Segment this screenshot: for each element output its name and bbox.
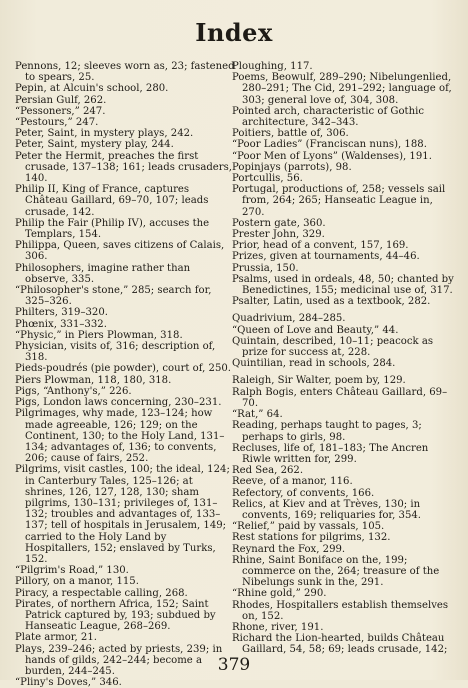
- index-entry: Pillory, on a manor, 115.: [15, 576, 139, 588]
- index-entry: Psalter, Latin, used as a textbook, 282.: [232, 296, 431, 308]
- index-entry: Rhine, Saint Boniface on the, 199; commerce on the, 264; treasure of the Nibelungs sunk in the, 291.: [232, 554, 440, 589]
- index-entry: “Queen of Love and Beauty,” 44.: [232, 324, 399, 336]
- index-entry: Raleigh, Sir Walter, poem by, 129.: [232, 375, 406, 387]
- index-entry: Philip the Fair (Philip IV), accuses the Templars, 154.: [15, 217, 210, 241]
- index-entry: Philosophers, imagine rather than observe, 335.: [15, 262, 191, 285]
- index-entry: Red Sea, 262.: [232, 465, 304, 477]
- index-entry: “Rat,” 64.: [232, 409, 283, 421]
- index-entry: “Pilgrim's Road,” 130.: [15, 565, 129, 577]
- page-number: 379: [217, 655, 251, 675]
- index-entry: “Poor Ladies” (Franciscan nuns), 188.: [232, 139, 427, 151]
- index-entry: Reynard the Fox, 299.: [232, 543, 346, 555]
- index-entry: Pirates, of northern Africa, 152; Saint Patrick captured by, 193; subdued by Hanseatic League, 268–269.: [15, 598, 216, 633]
- index-entry: Recluses, life of, 181–183; The Ancren Riwle written for, 299.: [232, 442, 429, 465]
- index-entry: Rhone, river, 191.: [232, 621, 324, 633]
- index-entry: Refectory, of convents, 166.: [232, 487, 375, 499]
- page-title: Index: [195, 18, 273, 47]
- index-entry: Portugal, productions of, 258; vessels sail from, 264; 265; Hanseatic League in, 270.: [232, 184, 446, 218]
- index-entry: “Pessoners,” 247.: [15, 105, 106, 117]
- index-entry: Quintilian, read in schools, 284.: [232, 358, 396, 370]
- index-entry: Pennons, 12; sleeves worn as, 23; fastened to spears, 25.: [15, 61, 235, 84]
- index-entry: Pepin, at Alcuin's school, 280.: [15, 83, 169, 95]
- index-entry: Prester John, 329.: [232, 229, 325, 241]
- index-entry: Ploughing, 117.: [232, 61, 313, 72]
- index-entry: Piracy, a respectable calling, 268.: [15, 587, 188, 599]
- index-entry: Persian Gulf, 262.: [15, 94, 107, 106]
- index-column-right: [232, 61, 454, 656]
- index-entry: Phœnix, 331–332.: [15, 318, 107, 330]
- index-entry: “Rhine gold,” 290.: [232, 588, 327, 600]
- index-entry: Pilgrimages, why made, 123–124; how made agreeable, 126; 129; on the Continent, 130; to the Holy Land, 131–134; advantages of, 136; to convents, 206; cause of fairs, 252.: [15, 408, 225, 465]
- index-entry: Reeve, of a manor, 116.: [232, 476, 353, 488]
- index-entry: Pilgrims, visit castles, 100; the ideal, 124; in Canterbury Tales, 125–126; at shrines, 126, 127, 128, 130; sham pilgrims, 130–131; privileges of, 131–132; troubles and advantages of, 133–137; tell of hospitals in Jerusalem, 149; carried to the Holy Land by Hospitallers, 152; enslaved by Turks, 152.: [15, 464, 230, 565]
- index-entry: Quintain, described, 10–11; peacock as prize for success at, 228.: [232, 335, 434, 359]
- index-entry: “Relief,” paid by vassals, 105.: [232, 521, 385, 533]
- index-entry: “Philosopher's stone,” 285; search for, 325–326.: [15, 285, 212, 308]
- index-entry: Rhodes, Hospitallers establish themselves on, 152.: [232, 599, 449, 622]
- index-entry: Piers Plowman, 118, 180, 318.: [15, 374, 172, 386]
- index-entry: “Poor Men of Lyons” (Waldenses), 191.: [232, 150, 432, 162]
- index-entry: Quadrivium, 284–285.: [232, 313, 346, 325]
- index-entry: Physician, visits of, 316; description of, 318.: [15, 341, 216, 364]
- index-entry: Peter the Hermit, preaches the first crusade, 137–138; 161; leads crusaders, 140.: [15, 150, 232, 185]
- index-entry: Psalms, used in ordeals, 48, 50; chanted by Benedictines, 155; medicinal use of, 317.: [232, 273, 454, 297]
- index-entry: “Pestours,” 247.: [15, 117, 99, 129]
- index-entry: Philippa, Queen, saves citizens of Calais, 306.: [15, 240, 225, 263]
- index-entry: Plate armor, 21.: [15, 632, 97, 644]
- index-entry: Pointed arch, characteristic of Gothic architecture, 342–343.: [232, 105, 424, 129]
- index-entry: Pigs, London laws concerning, 230–231.: [15, 397, 222, 409]
- index-entry: Pigs, “Anthony's,” 226.: [15, 385, 132, 397]
- index-entry: Peter, Saint, in mystery plays, 242.: [15, 128, 194, 140]
- index-entry: Prizes, given at tournaments, 44–46.: [232, 251, 420, 263]
- index-entry: Philters, 319–320.: [15, 307, 108, 319]
- index-entry: Prussia, 150.: [232, 262, 299, 274]
- index-column-left: [15, 61, 235, 688]
- index-entry: Portcullis, 56.: [232, 173, 303, 185]
- index-entry: Poitiers, battle of, 306.: [232, 128, 349, 140]
- index-entry: “Physic,” in Piers Plowman, 318.: [15, 329, 183, 341]
- index-entry: Peter, Saint, mystery play, 244.: [15, 139, 174, 151]
- index-entry: “Pliny's Doves,” 346.: [15, 677, 122, 688]
- index-entry: Poems, Beowulf, 289–290; Nibelungenlied, 280–291; The Cid, 291–292; language of, 303; general love of, 304, 308.: [232, 72, 452, 106]
- index-entry: Philip II, King of France, captures Château Gaillard, 69–70, 107; leads crusade, 142.: [15, 184, 209, 218]
- index-entry: Pieds-poudrés (pie powder), court of, 250.: [15, 363, 232, 375]
- index-entry: Prior, head of a convent, 157, 169.: [232, 240, 409, 252]
- index-entry: Plays, 239–246; acted by priests, 239; in hands of gilds, 242–244; become a burden, 244–245.: [15, 643, 223, 677]
- index-entry: Rest stations for pilgrims, 132.: [232, 532, 391, 544]
- index-entry: Richard the Lion-hearted, builds Château Gaillard, 54, 58; 69; leads crusade, 142;: [232, 633, 448, 656]
- index-entry: Reading, perhaps taught to pages, 3; perhaps to girls, 98.: [232, 420, 422, 443]
- index-entry: Postern gate, 360.: [232, 217, 326, 229]
- index-entry: Ralph Bogis, enters Château Gaillard, 69–70.: [232, 386, 448, 409]
- index-entry: Relics, at Kiev and at Trèves, 130; in convents, 169; reliquaries for, 354.: [232, 498, 422, 521]
- index-entry: Popinjays (parrots), 98.: [232, 161, 352, 173]
